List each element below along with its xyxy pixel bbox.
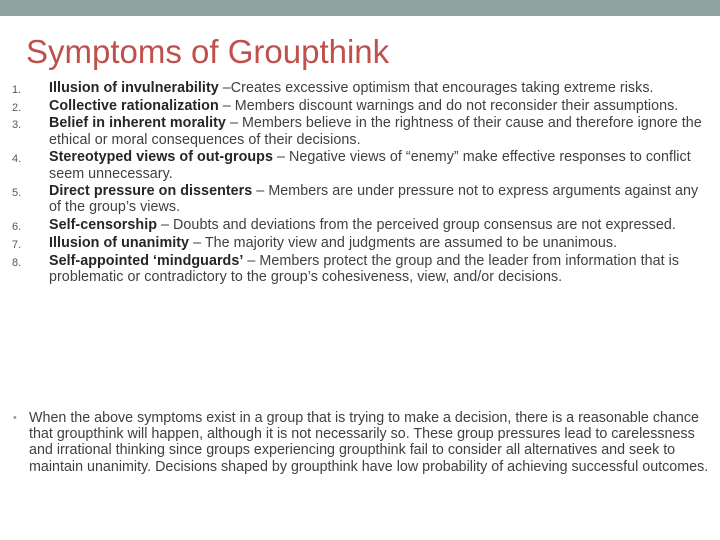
symptom-item [0, 235, 720, 251]
symptom-description: – Members are under pressure not to express arguments against any of the group’s views. [49, 183, 699, 216]
symptom-term: Collective rationalization [49, 97, 219, 114]
top-accent-bar [0, 0, 720, 16]
symptom-number: 3. [12, 119, 22, 132]
symptom-description: –Creates excessive optimism that encourages taking extreme risks. [218, 80, 654, 96]
bullet-icon: • [13, 412, 17, 424]
symptom-term: Belief in inherent morality [49, 115, 226, 132]
symptom-item [0, 80, 720, 96]
symptom-number: 4. [12, 153, 22, 166]
symptom-text [49, 98, 710, 114]
symptom-description: – Members discount warnings and do not reconsider their assumptions. [218, 97, 679, 114]
symptom-description: – Members protect the group and the leader from information that is problematic or contradictory to the group’s cohesiveness, view, and/or decisions. [49, 252, 680, 285]
symptom-term: Stereotyped views of out-groups [49, 149, 273, 166]
symptom-term: Direct pressure on dissenters [49, 183, 253, 200]
symptom-text [49, 80, 710, 96]
symptom-term: Self-appointed ‘mindguards’ [49, 252, 244, 269]
symptom-description: – Doubts and deviations from the perceived group consensus are not expressed. [157, 217, 676, 234]
symptom-number: 2. [12, 101, 22, 114]
symptom-item [0, 253, 720, 285]
symptom-text [49, 217, 710, 233]
symptom-text [49, 253, 710, 285]
symptom-text [49, 183, 710, 215]
symptom-number: 6. [12, 221, 22, 234]
symptom-text [49, 149, 710, 181]
symptom-description: – Members believe in the rightness of their cause and therefore ignore the ethical or moral consequences of their decisions. [49, 115, 702, 148]
symptom-item [0, 183, 720, 215]
symptom-number: 5. [12, 187, 22, 200]
symptom-list [0, 80, 720, 286]
symptom-number: 8. [12, 256, 22, 269]
symptom-text [49, 115, 710, 147]
symptom-text [49, 235, 710, 251]
slide-title: Symptoms of Groupthink [26, 33, 390, 70]
summary-paragraph [13, 410, 713, 475]
symptom-item [0, 98, 720, 114]
symptom-item [0, 217, 720, 233]
symptom-item [0, 149, 720, 181]
symptom-description: – The majority view and judgments are assumed to be unanimous. [189, 234, 618, 251]
symptom-number: 7. [12, 238, 22, 251]
symptom-term: Illusion of invulnerability [49, 80, 219, 96]
symptom-number: 1. [12, 84, 22, 96]
symptom-description: – Negative views of “enemy” make effective responses to conflict seem unnecessary. [49, 149, 691, 182]
symptom-item [0, 115, 720, 147]
symptom-term: Illusion of unanimity [49, 234, 190, 251]
symptom-term: Self-censorship [49, 217, 158, 234]
summary-text: When the above symptoms exist in a group that is trying to make a decision, there is a reasonable chance that groupthink will happen, although it is not necessarily so. These group pressures lead to carelessness and irrational thinking since groups experiencing groupthink fail to consider all alternatives and seek to maintain unanimity. Decisions shaped by groupthink have low probability of achieving successful outcomes. [29, 410, 709, 475]
